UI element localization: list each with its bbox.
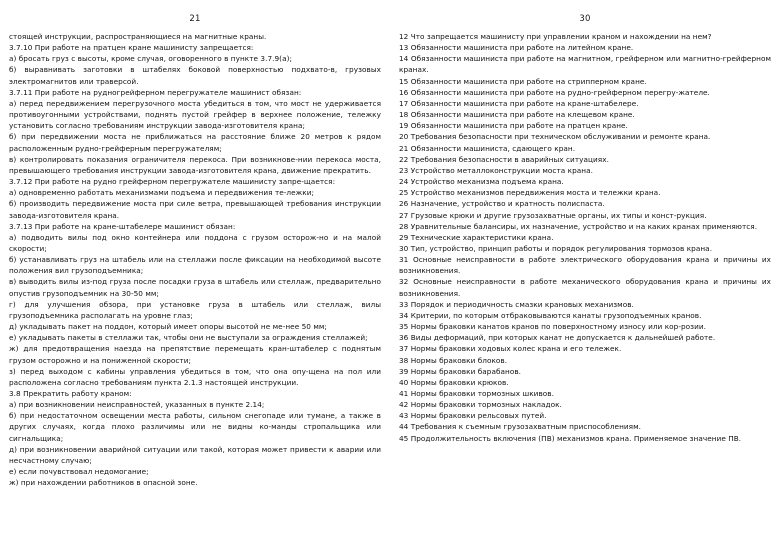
paragraph: б) при недостаточном освещении места работы, сильном снегопаде или тумане, а также в других случаях, когда плохо различимы или не видны ко-манды стропальщика или сигнальщика; — [9, 411, 381, 443]
paragraph: а) подводить вилы под окно контейнера или поддона с грузом осторож-но и на малой скорости; — [9, 232, 381, 253]
list-item: 37 Нормы браковки ходовых колес крана и его тележек. — [399, 344, 622, 354]
list-item: 18 Обязанности машиниста при работе на клещевом кране. — [399, 110, 635, 120]
paragraph: а) бросать груз с высоты, кроме случая, оговоренного в пункте 3.7.9(а); — [9, 54, 292, 64]
paragraph: 3.7.10 При работе на пратцен кране машинисту запрещается: — [9, 43, 254, 53]
paragraph: а) перед передвижением перегрузочного моста убедиться в том, что мост не удерживается противоугонными устройствами, поднять пустой грейфер в верхнее положение, тележку установить согласно требованиям инструкции завода-изготовителя крана; — [9, 98, 381, 131]
question-list — [399, 31, 771, 444]
paragraph: з) перед выходом с кабины управления убедиться в том, что она опу-щена на пол или расположена согласно требованиям пункта 2.1.3 настоящей инструкции. — [9, 366, 381, 387]
paragraph: б) при передвижении моста не приближаться на расстояние ближе 20 метров к рядом расположенным рудно-грейферным перегружателям; — [9, 132, 381, 153]
list-item: 29 Технические характеристики крана. — [399, 232, 554, 242]
list-item: 36 Виды деформаций, при которых канат не допускается к дальнейшей работе. — [399, 333, 716, 343]
list-item: 22 Требования безопасности в аварийных ситуациях. — [399, 154, 609, 164]
list-item: 21 Обязанности машиниста, сдающего кран. — [399, 143, 576, 153]
paragraph: 3.7.11 При работе на рудногрейферном перегружателе машинист обязан: — [9, 87, 302, 97]
list-item: 38 Нормы браковки блоков. — [399, 355, 508, 365]
list-item: 20 Требования безопасности при техническом обслуживании и ремонте крана. — [399, 132, 711, 142]
list-item: 15 Обязанности машиниста при работе на стрипперном кране. — [399, 76, 647, 86]
paragraph: а) при возникновении неисправностей, указанных в пункте 2.14; — [9, 400, 265, 410]
list-item: 26 Назначение, устройство и кратность полиспаста. — [399, 199, 605, 209]
list-item: 35 Нормы браковки канатов кранов по поверхностному износу или кор-розии. — [399, 322, 707, 332]
paragraph: д) при возникновении аварийной ситуации или такой, которая может привести к аварии или несчастному случаю; — [9, 444, 381, 465]
page-left-body — [9, 31, 381, 488]
page-right — [390, 0, 780, 540]
list-item: 44 Требования к съемным грузозахватным приспособлениям. — [399, 422, 642, 432]
paragraph: в) выводить вилы из-под груза после посадки груза в штабель или стеллаж, предварительно опустив грузоподъемник на 30-50 мм; — [9, 277, 381, 298]
paragraph: 3.8 Прекратить работу краном: — [9, 389, 132, 398]
paragraph: 3.7.13 При работе на кране-штабелере машинист обязан: — [9, 221, 236, 231]
list-item: 12 Что запрещается машинисту при управлении краном и нахождении на нем? — [399, 32, 712, 41]
paragraph: а) одновременно работать механизмами подъема и передвижения те-лежки; — [9, 188, 315, 198]
list-item: 27 Грузовые крюки и другие грузозахватные органы, их типы и конст-рукция. — [399, 210, 707, 220]
paragraph: д) укладывать пакет на поддон, который имеет опоры высотой не ме-нее 50 мм; — [9, 322, 327, 332]
list-item: 30 Тип, устройство, принцип работы и порядок регулирования тормозов крана. — [399, 243, 713, 253]
list-item: 42 Нормы браковки тормозных накладок. — [399, 400, 562, 410]
list-item: 28 Уравнительные балансиры, их назначение, устройство и на каких кранах применяются. — [399, 221, 758, 231]
page-right-body — [399, 31, 771, 444]
list-item: 17 Обязанности машиниста при работе на кране-штабелере. — [399, 98, 639, 108]
paragraph: б) производить передвижение моста при силе ветра, превышающей требования инструкции завода-изготовителя крана. — [9, 199, 381, 220]
paragraph: б) выравнивать заготовки в штабелях боковой поверхностью подхвато-в, грузовых электромагнитов или траверсой. — [9, 65, 381, 86]
list-item: 14 Обязанности машиниста при работе на магнитном, грейферном или магнитно-грейферном кранах. — [399, 54, 771, 75]
page-number-left: 21 — [189, 14, 201, 24]
list-item: 24 Устройство механизма подъема крана. — [399, 177, 564, 187]
paragraph: ж) для предотвращения наезда на препятствие перемещать кран-штабелер с поднятым грузом осторожно и на пониженной скорости; — [9, 344, 381, 365]
paragraph: е) если почувствовал недомогание; — [9, 467, 149, 477]
page-number-right: 30 — [579, 14, 591, 24]
list-item: 23 Устройство металлоконструкции моста крана. — [399, 165, 593, 175]
list-item: 16 Обязанности машиниста при работе на рудно-грейферном перегру-жателе. — [399, 87, 710, 97]
list-item: 25 Устройство механизмов передвижения моста и тележки крана. — [399, 188, 661, 198]
list-item: 13 Обязанности машиниста при работе на литейном кране. — [399, 43, 634, 53]
list-item: 34 Критерии, по которым отбраковываются канаты грузоподъемных кранов. — [399, 310, 702, 320]
paragraph: 3.7.12 При работе на рудно грейферном перегружателе машинисту запре-щается: — [9, 177, 336, 187]
list-item: 40 Нормы браковки крюков. — [399, 377, 509, 387]
paragraph: г) для улучшения обзора, при установке груза в штабель или стеллаж, вилы грузоподъемника располагать на уровне глаз; — [9, 299, 381, 320]
list-item: 19 Обязанности машиниста при работе на пратцен кране. — [399, 121, 628, 131]
list-item: 33 Порядок и периодичность смазки крановых механизмов. — [399, 299, 634, 309]
paragraph: стоящей инструкции, распространяющиеся на магнитные краны. — [9, 32, 267, 41]
paragraph: е) укладывать пакеты в стеллажи так, чтобы они не выступали за ограждения стеллажей; — [9, 333, 368, 343]
list-item: 31 Основные неисправности в работе электрического оборудования крана и причины их возникновения. — [399, 255, 771, 276]
list-item: 32 Основные неисправности в работе механического оборудования крана и причины их возникновения. — [399, 277, 771, 298]
list-item: 41 Нормы браковки тормозных шкивов. — [399, 389, 554, 398]
list-item: 39 Нормы браковки барабанов. — [399, 366, 522, 376]
paragraph: ж) при нахождении работников в опасной зоне. — [9, 478, 198, 488]
paragraph: в) контролировать показания ограничителя перекоса. При возникнове-нии перекоса моста, превышающего требования инструкции завода-изготовителя крана, движение прекратить. — [9, 154, 381, 175]
list-item: 43 Нормы браковки рельсовых путей. — [399, 411, 547, 421]
list-item: 45 Продолжительность включения (ПВ) механизмов крана. Применяемое значение ПВ. — [399, 433, 742, 443]
paragraph: б) устанавливать груз на штабель или на стеллажи после фиксации на необходимой высоте положения вил грузоподъемника; — [9, 255, 381, 276]
